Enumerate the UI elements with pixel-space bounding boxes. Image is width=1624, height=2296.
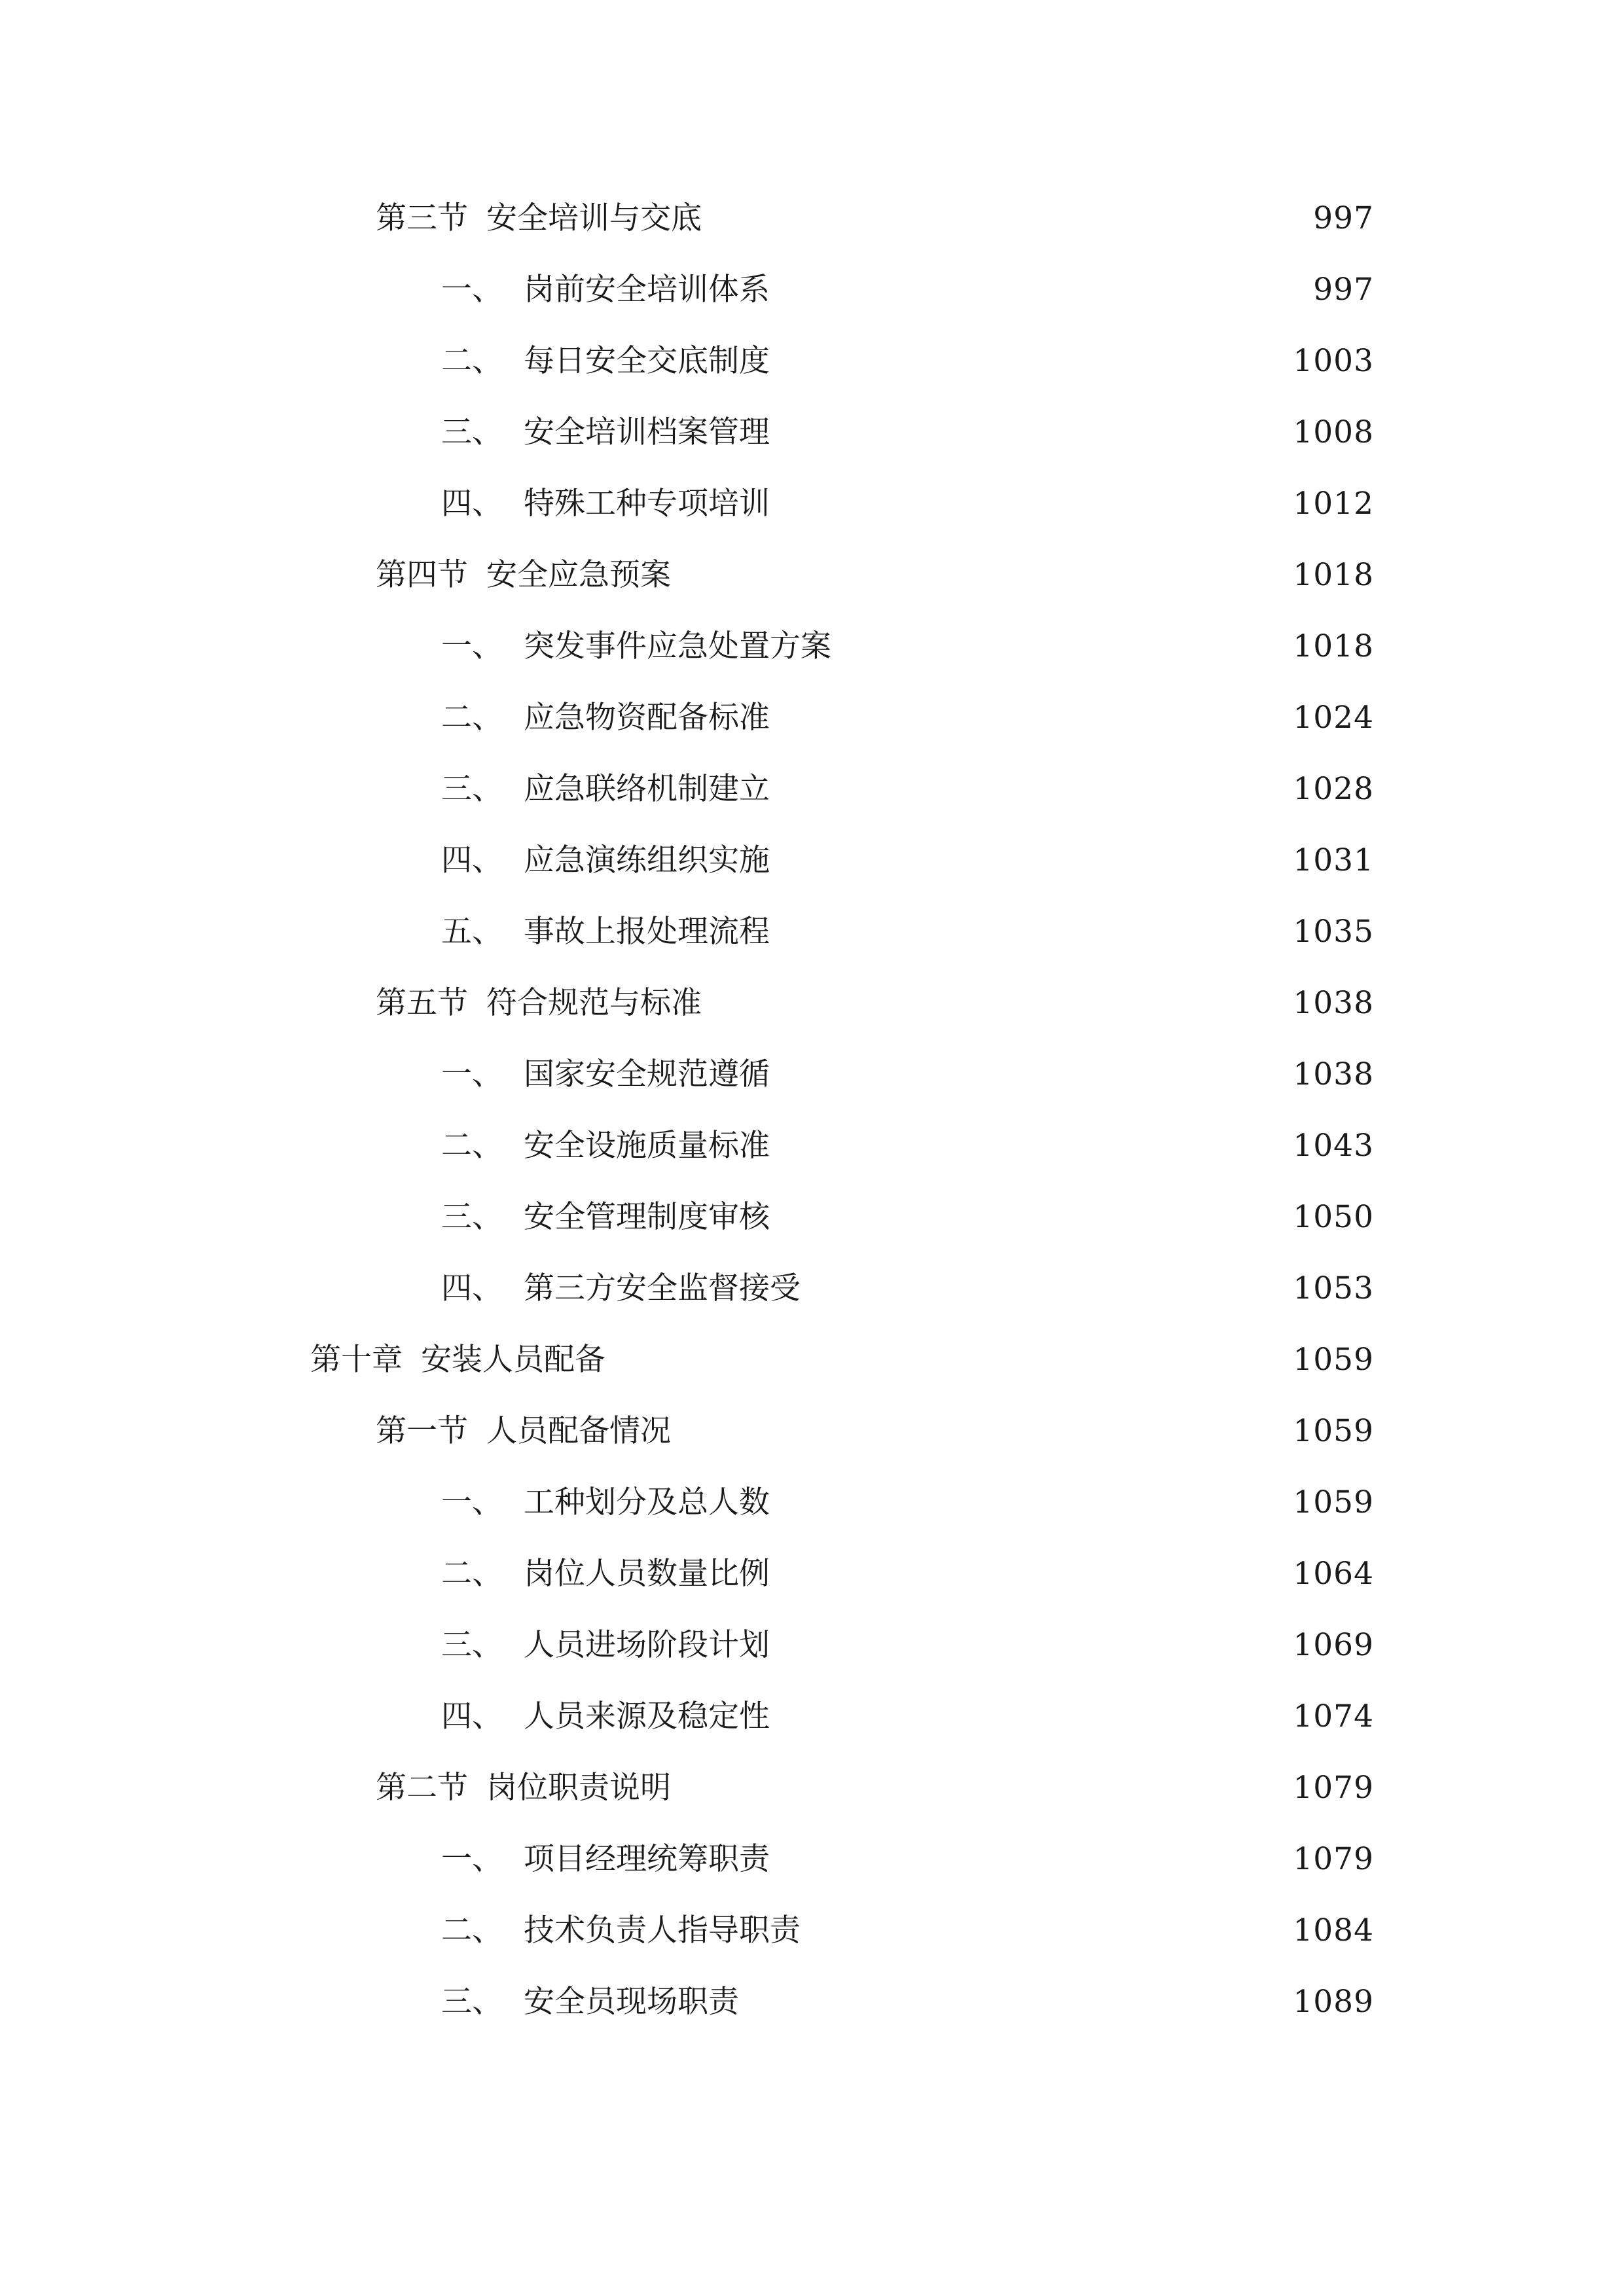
- toc-entry-title: 安全管理制度审核: [524, 1199, 770, 1235]
- toc-entry-title: 人员来源及稳定性: [524, 1698, 770, 1734]
- toc-entry-item[interactable]: [441, 1976, 1374, 2028]
- toc-entry-title: 符合规范与标准: [486, 985, 702, 1021]
- toc-entry-title: 安装人员配备: [421, 1342, 605, 1378]
- toc-page-number: 1053: [1293, 1270, 1374, 1306]
- dot-leader: [779, 834, 1284, 887]
- toc-entry-title: 每日安全交底制度: [524, 343, 770, 379]
- toc-item-number: 四、: [441, 1270, 503, 1306]
- toc-page-number: 1059: [1293, 1484, 1374, 1520]
- toc-entry-item[interactable]: [441, 692, 1374, 744]
- toc-entry-item[interactable]: [441, 1191, 1374, 1244]
- toc-entry-title: 安全设施质量标准: [524, 1128, 770, 1164]
- toc-item-number: 二、: [441, 700, 503, 736]
- toc-entry-item[interactable]: [441, 906, 1374, 958]
- toc-entry-section[interactable]: [376, 1405, 1374, 1458]
- dot-leader: [779, 1548, 1284, 1600]
- toc-entry-section[interactable]: [376, 977, 1374, 1030]
- toc-page-number: 1038: [1293, 1056, 1374, 1092]
- dot-leader: [779, 1191, 1284, 1244]
- toc-entry-title: 应急物资配备标准: [524, 700, 770, 736]
- toc-page-number: 1069: [1293, 1627, 1374, 1663]
- toc-page-number: 997: [1313, 272, 1374, 308]
- dot-leader: [748, 1976, 1284, 2028]
- dot-leader: [779, 906, 1284, 958]
- toc-entry-title: 事故上报处理流程: [524, 914, 770, 950]
- toc-entry-title: 岗位人员数量比例: [524, 1556, 770, 1592]
- toc-page-number: 1089: [1293, 1984, 1374, 2020]
- toc-page-number: 1050: [1293, 1199, 1374, 1235]
- dot-leader: [779, 406, 1284, 459]
- toc-item-number: 一、: [441, 1841, 503, 1877]
- toc-page-number: 1079: [1293, 1841, 1374, 1877]
- dot-leader: [680, 1405, 1284, 1458]
- toc-entry-chapter[interactable]: [310, 1334, 1374, 1386]
- toc-entry-item[interactable]: [441, 1477, 1374, 1529]
- toc-item-number: 三、: [441, 771, 503, 807]
- dot-leader: [810, 1905, 1284, 1957]
- toc-entry-title: 岗位职责说明: [486, 1770, 671, 1806]
- toc-entry-title: 工种划分及总人数: [524, 1484, 770, 1520]
- toc-entry-section[interactable]: [376, 192, 1374, 245]
- toc-page-number: 1035: [1293, 914, 1374, 950]
- toc-entry-item[interactable]: [441, 1691, 1374, 1743]
- toc-item-number: 二、: [441, 1128, 503, 1164]
- toc-page-number: 1018: [1293, 557, 1374, 593]
- toc-page-number: 1074: [1293, 1698, 1374, 1734]
- toc-item-number: 二、: [441, 343, 503, 379]
- dot-leader: [680, 549, 1284, 601]
- toc-entry-item[interactable]: [441, 1619, 1374, 1672]
- toc-section-prefix: 第五节: [376, 985, 468, 1021]
- dot-leader: [711, 192, 1304, 245]
- toc-item-number: 三、: [441, 1627, 503, 1663]
- toc-page-number: 1031: [1293, 842, 1374, 878]
- toc-item-number: 四、: [441, 1698, 503, 1734]
- toc-entry-title: 技术负责人指导职责: [524, 1912, 801, 1948]
- toc-entry-title: 人员配备情况: [486, 1413, 671, 1449]
- toc-item-number: 四、: [441, 486, 503, 522]
- toc-page-number: 1043: [1293, 1128, 1374, 1164]
- toc-item-number: 五、: [441, 914, 503, 950]
- toc-entry-title: 应急联络机制建立: [524, 771, 770, 807]
- toc-entry-item[interactable]: [441, 1263, 1374, 1315]
- dot-leader: [711, 977, 1284, 1030]
- toc-page-number: 1038: [1293, 985, 1374, 1021]
- toc-entry-item[interactable]: [441, 763, 1374, 816]
- toc-entry-title: 项目经理统筹职责: [524, 1841, 770, 1877]
- toc-page-number: 1079: [1293, 1770, 1374, 1806]
- toc-page-number: 1024: [1293, 700, 1374, 736]
- toc-item-number: 四、: [441, 842, 503, 878]
- toc-entry-item[interactable]: [441, 834, 1374, 887]
- toc-item-number: 三、: [441, 414, 503, 450]
- toc-item-number: 二、: [441, 1912, 503, 1948]
- toc-entry-title: 人员进场阶段计划: [524, 1627, 770, 1663]
- dot-leader: [779, 335, 1284, 387]
- toc-item-number: 三、: [441, 1199, 503, 1235]
- toc-page-number: 1008: [1293, 414, 1374, 450]
- toc-item-number: 二、: [441, 1556, 503, 1592]
- dot-leader: [779, 692, 1284, 744]
- dot-leader: [779, 1049, 1284, 1101]
- dot-leader: [779, 1477, 1284, 1529]
- toc-page-number: 1059: [1293, 1342, 1374, 1378]
- toc-page-number: 1028: [1293, 771, 1374, 807]
- toc-chapter-prefix: 第十章: [310, 1342, 403, 1378]
- toc-item-number: 一、: [441, 272, 503, 308]
- toc-page-number: 1003: [1293, 343, 1374, 379]
- dot-leader: [615, 1334, 1284, 1386]
- toc-entry-section[interactable]: [376, 549, 1374, 601]
- toc-entry-title: 安全应急预案: [486, 557, 671, 593]
- toc-entry-item[interactable]: [441, 1833, 1374, 1886]
- toc-entry-item[interactable]: [441, 478, 1374, 530]
- toc-entry-title: 安全培训与交底: [486, 200, 702, 236]
- toc-entry-title: 安全培训档案管理: [524, 414, 770, 450]
- toc-item-number: 一、: [441, 1056, 503, 1092]
- toc-page-number: 1084: [1293, 1912, 1374, 1948]
- toc-entry-section[interactable]: [376, 1762, 1374, 1814]
- toc-section-prefix: 第四节: [376, 557, 468, 593]
- toc-entry-item[interactable]: [441, 335, 1374, 387]
- toc-page-number: 1059: [1293, 1413, 1374, 1449]
- toc-entry-title: 突发事件应急处置方案: [524, 628, 831, 664]
- toc-entry-title: 国家安全规范遵循: [524, 1056, 770, 1092]
- dot-leader: [810, 1263, 1284, 1315]
- toc-item-number: 一、: [441, 1484, 503, 1520]
- toc-entry-title: 第三方安全监督接受: [524, 1270, 801, 1306]
- toc-section-prefix: 第二节: [376, 1770, 468, 1806]
- toc-item-number: 三、: [441, 1984, 503, 2020]
- toc-entry-title: 安全员现场职责: [524, 1984, 739, 2020]
- toc-section-prefix: 第三节: [376, 200, 468, 236]
- dot-leader: [779, 1833, 1284, 1886]
- dot-leader: [779, 264, 1304, 316]
- toc-entry-title: 岗前安全培训体系: [524, 272, 770, 308]
- toc-section-prefix: 第一节: [376, 1413, 468, 1449]
- toc-item-number: 一、: [441, 628, 503, 664]
- toc-page-number: 1012: [1293, 486, 1374, 522]
- dot-leader: [779, 1619, 1284, 1672]
- toc-entry-item[interactable]: [441, 264, 1374, 316]
- toc-page-number: 1018: [1293, 628, 1374, 664]
- toc-entry-item[interactable]: [441, 406, 1374, 459]
- toc-entry-item[interactable]: [441, 1548, 1374, 1600]
- dot-leader: [840, 620, 1284, 673]
- dot-leader: [779, 478, 1284, 530]
- toc-entry-item[interactable]: [441, 1905, 1374, 1957]
- toc-entry-item[interactable]: [441, 1120, 1374, 1172]
- toc-entry-title: 应急演练组织实施: [524, 842, 770, 878]
- dot-leader: [680, 1762, 1284, 1814]
- toc-entry-item[interactable]: [441, 620, 1374, 673]
- toc-entry-item[interactable]: [441, 1049, 1374, 1101]
- toc-page-number: 997: [1313, 200, 1374, 236]
- dot-leader: [779, 1691, 1284, 1743]
- toc-entry-title: 特殊工种专项培训: [524, 486, 770, 522]
- toc-page-number: 1064: [1293, 1556, 1374, 1592]
- dot-leader: [779, 1120, 1284, 1172]
- dot-leader: [779, 763, 1284, 816]
